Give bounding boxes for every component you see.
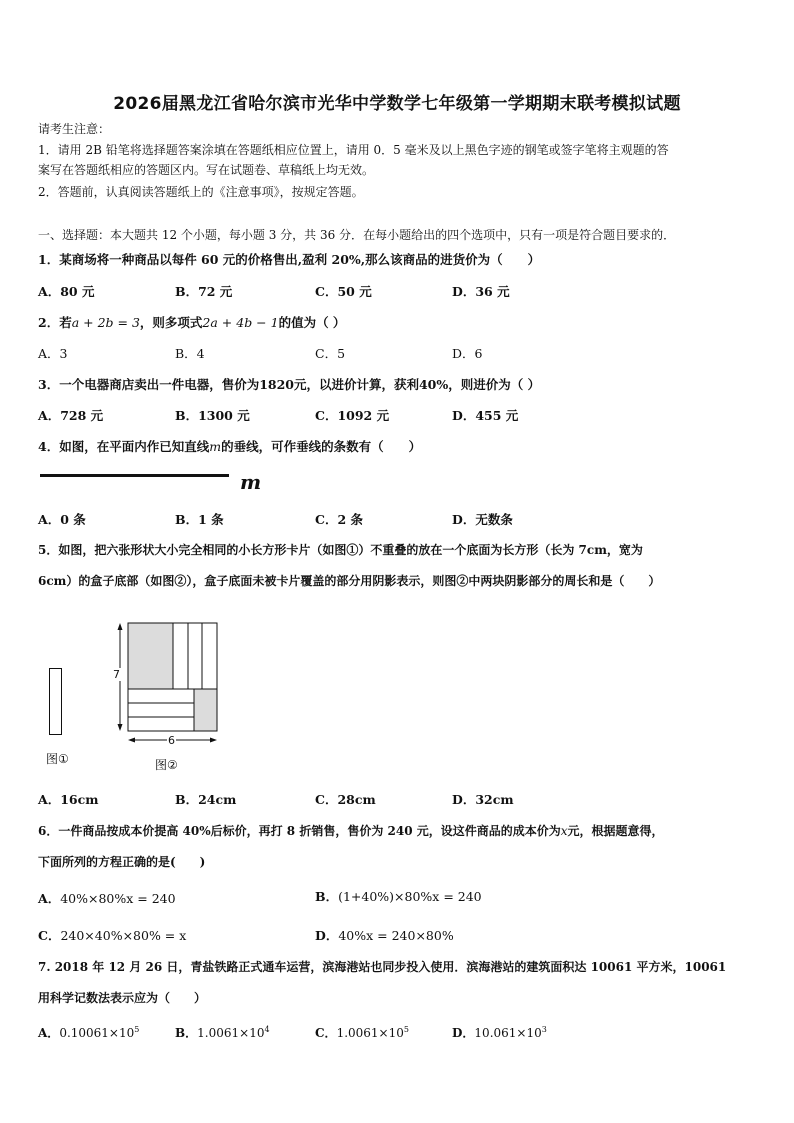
notice-heading: 请考生注意： — [38, 122, 111, 136]
q2-option-d: D．6 — [452, 346, 483, 361]
q2-stem-c: 的值为（ ） — [278, 315, 346, 330]
q6-equation-c: 240×40%×80% = x — [60, 928, 187, 943]
q6-stem-b: 元，根据题意得， — [567, 824, 664, 838]
q2-option-c: C．5 — [315, 346, 346, 361]
question-7-stem-line-2: 用科学记数法表示应为（ ） — [38, 991, 207, 1005]
notice-line-1b: 案写在答题纸相应的答题区内。写在试题卷、草稿纸上均无效。 — [38, 163, 375, 177]
q1-option-d: D．36 元 — [452, 284, 510, 299]
q7-option-a — [38, 1024, 139, 1041]
dimension-height-label: 7 — [113, 668, 120, 681]
q4-option-c: C．2 条 — [315, 512, 363, 527]
q4-option-b: B．1 条 — [175, 512, 224, 527]
question-4-stem — [38, 437, 421, 455]
q7-option-b — [175, 1024, 270, 1041]
figure-2-label: 图② — [155, 758, 178, 772]
question-7-stem-line-1: 7. 2018 年 12 月 26 日，青盐铁路正式通车运营，滨海港站也同步投入使用．滨海港站的建筑面积达 10061 平方米，10061 — [38, 960, 727, 974]
shaded-region-top-left — [128, 623, 173, 689]
q6-letter-c: C． — [38, 928, 61, 943]
figure-1-card — [49, 668, 62, 735]
q1-option-c: C．50 元 — [315, 284, 372, 299]
line-m-label: m — [240, 470, 262, 494]
q4-stem-a: 4．如图，在平面内作已知直线 — [38, 439, 210, 454]
q7-letter-d: D． — [452, 1026, 475, 1040]
question-1-stem: 1．某商场将一种商品以每件 60 元的价格售出,盈利 20%,那么该商品的进货价为（ ） — [38, 252, 541, 267]
figure-2-diagram — [105, 620, 225, 758]
q2-condition: a + 2b = 3 — [71, 315, 140, 330]
q6-equation-a: 40%×80%x = 240 — [60, 891, 176, 906]
q4-option-d: D．无数条 — [452, 512, 513, 527]
q6-option-b — [315, 887, 482, 905]
dimension-width-label: 6 — [168, 734, 175, 747]
q3-option-d: D．455 元 — [452, 408, 519, 423]
q5-option-b: B．24cm — [175, 792, 237, 807]
q3-option-b: B．1300 元 — [175, 408, 250, 423]
shaded-region-bottom-right — [194, 689, 217, 731]
q2-option-b: B．4 — [175, 346, 205, 361]
q3-option-c: C．1092 元 — [315, 408, 390, 423]
q7-exponent-d: 3 — [541, 1025, 547, 1034]
q5-option-a: A．16cm — [38, 792, 99, 807]
question-6-stem-line-2: 下面所列的方程正确的是( ) — [38, 855, 206, 869]
q7-letter-a: A． — [38, 1026, 60, 1040]
q5-option-c: C．28cm — [315, 792, 376, 807]
q7-option-c — [315, 1024, 409, 1041]
q2-expression: 2a + 4b − 1 — [202, 315, 279, 330]
q6-equation-b: (1+40%)×80%x = 240 — [338, 889, 482, 904]
q5-option-d: D．32cm — [452, 792, 514, 807]
q6-option-c — [38, 926, 186, 944]
q4-variable: m — [209, 439, 222, 454]
q6-option-d — [315, 926, 454, 944]
q6-variable: x — [560, 824, 568, 838]
line-m — [40, 474, 229, 477]
q7-mantissa-a: 0.10061×10 — [59, 1026, 135, 1040]
page-title: 2026届黑龙江省哈尔滨市光华中学数学七年级第一学期期末联考模拟试题 — [113, 94, 681, 114]
q7-exponent-a: 5 — [134, 1025, 140, 1034]
q3-option-a: A．728 元 — [38, 408, 104, 423]
question-6-stem-line-1 — [38, 822, 664, 839]
q6-equation-d: 40%x = 240×80% — [338, 928, 454, 943]
q1-option-a: A．80 元 — [38, 284, 95, 299]
q7-option-d — [452, 1024, 547, 1041]
q6-stem-a: 6．一件商品按成本价提高 40%后标价，再打 8 折销售，售价为 240 元，设这件商品的成本价为 — [38, 824, 561, 838]
q4-option-a: A．0 条 — [38, 512, 86, 527]
question-5-stem-line-1: 5．如图，把六张形状大小完全相同的小长方形卡片（如图①）不重叠的放在一个底面为长方形（长为 7cm，宽为 — [38, 543, 643, 557]
q7-exponent-b: 4 — [264, 1025, 270, 1034]
question-5-stem-line-2: 6cm）的盒子底部（如图②），盒子底面未被卡片覆盖的部分用阴影表示，则图②中两块阴影部分的周长和是（ ） — [38, 574, 661, 588]
q7-mantissa-d: 10.061×10 — [474, 1026, 542, 1040]
q6-letter-a: A． — [38, 891, 61, 906]
q7-letter-c: C． — [315, 1026, 337, 1040]
q6-letter-b: B． — [315, 889, 339, 904]
q2-stem-a: 2．若 — [38, 315, 72, 330]
q7-mantissa-c: 1.0061×10 — [336, 1026, 404, 1040]
q6-letter-d: D． — [315, 928, 339, 943]
figure-1-label: 图① — [46, 752, 69, 766]
q2-option-a: A．3 — [38, 346, 68, 361]
q2-stem-b: ，则多项式 — [139, 315, 203, 330]
q6-option-a — [38, 889, 176, 907]
q7-letter-b: B． — [175, 1026, 198, 1040]
question-2-stem — [38, 313, 345, 331]
section-heading: 一、选择题：本大题共 12 个小题，每小题 3 分，共 36 分．在每小题给出的四个选项中，只有一项是符合题目要求的． — [38, 228, 676, 242]
q7-mantissa-b: 1.0061×10 — [197, 1026, 265, 1040]
notice-line-2: 2．答题前，认真阅读答题纸上的《注意事项》，按规定答题。 — [38, 185, 364, 199]
q7-exponent-c: 5 — [403, 1025, 409, 1034]
q1-option-b: B．72 元 — [175, 284, 233, 299]
q4-stem-b: 的垂线，可作垂线的条数有（ ） — [221, 439, 422, 454]
question-3-stem: 3．一个电器商店卖出一件电器，售价为1820元，以进价计算，获利40%，则进价为（ ） — [38, 377, 541, 392]
notice-line-1a: 1．请用 2B 铅笔将选择题答案涂填在答题纸相应位置上，请用 0．5 毫米及以上黑色字迹的钢笔或签字笔将主观题的答 — [38, 143, 669, 157]
